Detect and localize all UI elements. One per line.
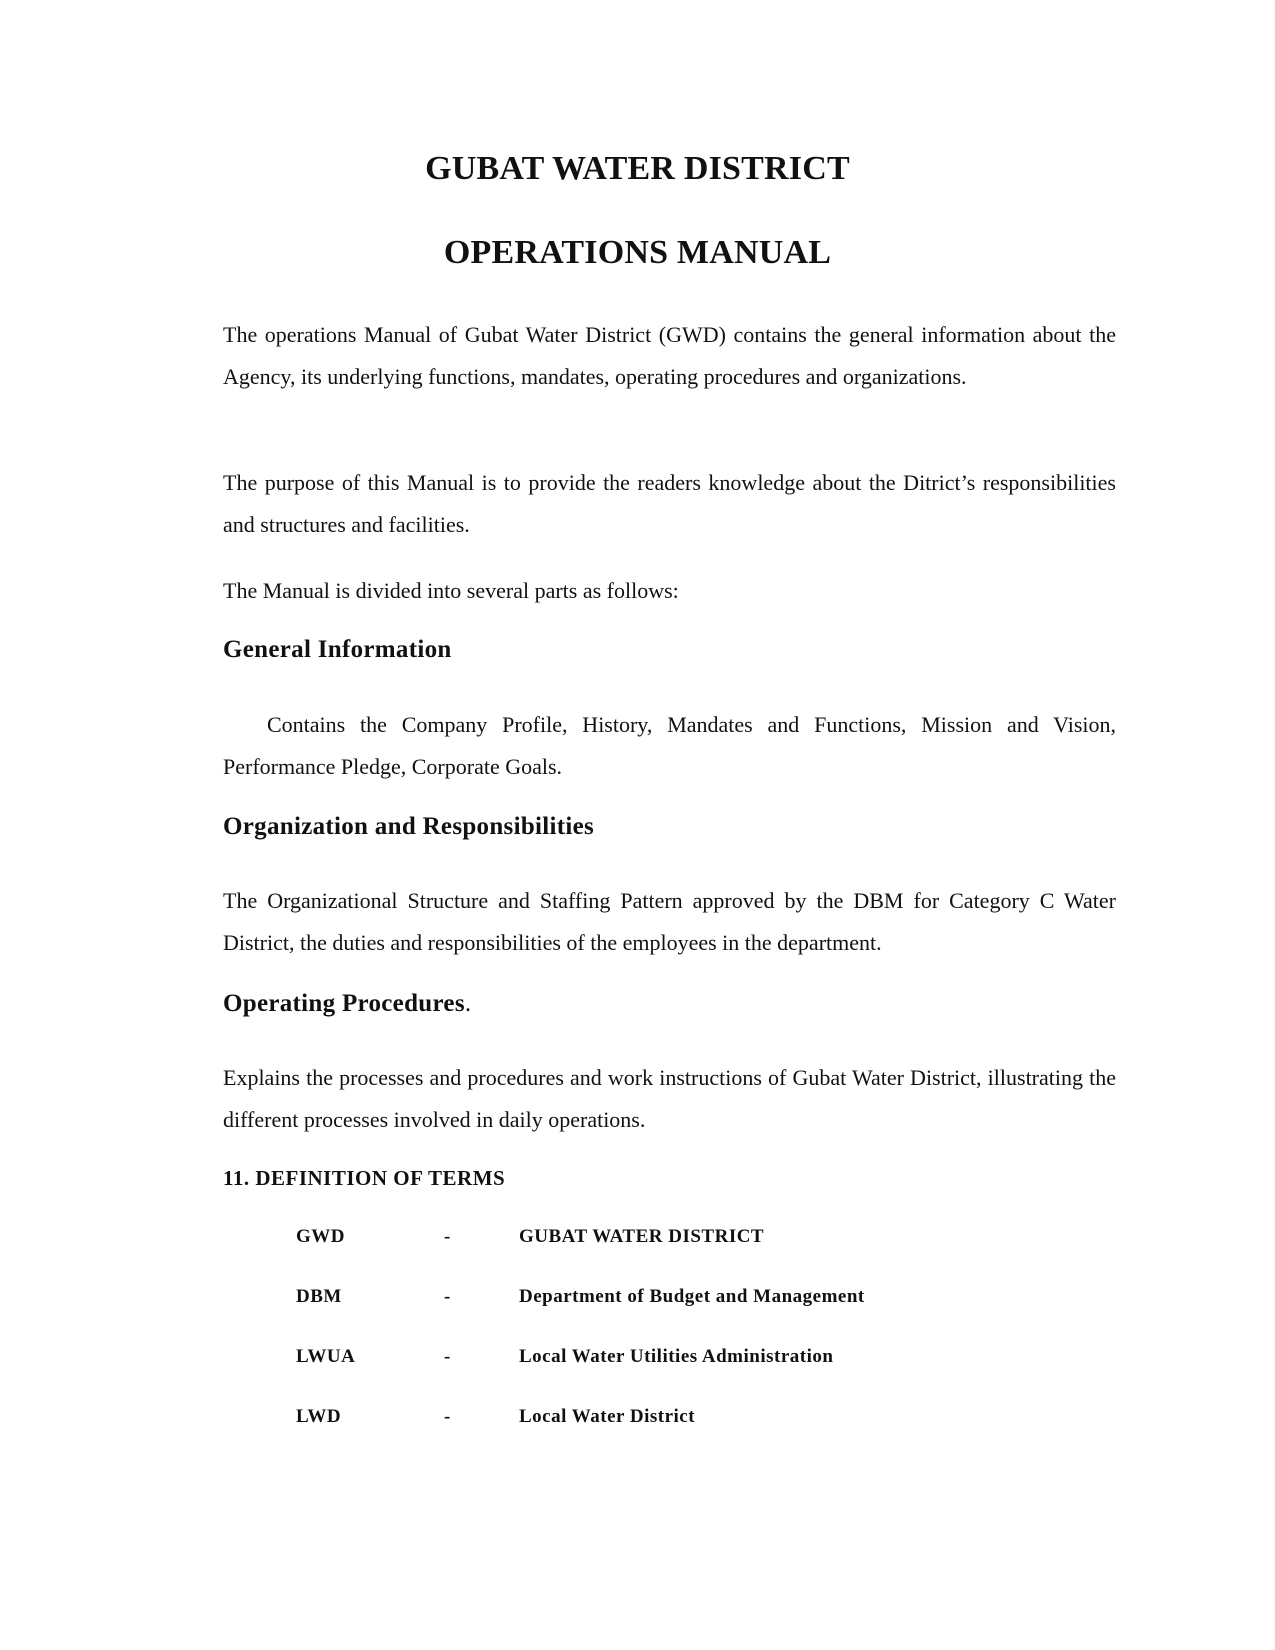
section-body-organization: The Organizational Structure and Staffing Pattern approved by the DBM for Category C Water District, the duties and responsibilities of the employees in the department. <box>223 888 1116 955</box>
definition-row <box>296 1406 1116 1466</box>
definition-row <box>296 1226 1116 1286</box>
term-separator: - <box>444 1406 451 1427</box>
section-body-general-information: Contains the Company Profile, History, Mandates and Functions, Mission and Vision, Performance Pledge, Corporate Goals. <box>223 712 1116 779</box>
section-heading-text: Organization and Responsibilities <box>223 813 595 840</box>
term-abbreviation: DBM <box>296 1286 342 1307</box>
term-definition: Local Water District <box>519 1406 696 1427</box>
intro-paragraph-2: The purpose of this Manual is to provide the readers knowledge about the Ditrict’s responsibilities and structures and facilities. <box>223 470 1116 537</box>
section-heading-general-information <box>223 636 452 664</box>
section-heading-text: Operating Procedures <box>223 990 465 1017</box>
term-separator: - <box>444 1286 451 1307</box>
section-heading-text: General Information <box>223 636 452 663</box>
document-subtitle: OPERATIONS MANUAL <box>443 234 832 271</box>
term-abbreviation: GWD <box>296 1226 345 1247</box>
definitions-list <box>296 1226 1116 1466</box>
term-abbreviation: LWUA <box>296 1346 356 1367</box>
section-heading-organization <box>223 813 594 841</box>
definition-row <box>296 1346 1116 1406</box>
term-definition: Department of Budget and Management <box>519 1286 865 1307</box>
document-title: GUBAT WATER DISTRICT <box>425 150 850 187</box>
section-heading-operating-procedures <box>223 990 471 1018</box>
definition-row <box>296 1286 1116 1346</box>
definitions-title: 11. DEFINITION OF TERMS <box>223 1166 506 1190</box>
term-separator: - <box>444 1346 451 1367</box>
term-definition: Local Water Utilities Administration <box>519 1346 834 1367</box>
term-separator: - <box>444 1226 451 1247</box>
term-abbreviation: LWD <box>296 1406 342 1427</box>
intro-paragraph-3: The Manual is divided into several parts as follows: <box>223 578 679 603</box>
intro-paragraph-1: The operations Manual of Gubat Water District (GWD) contains the general information about the Agency, its underlying functions, mandates, operating procedures and organizations. <box>223 322 1116 389</box>
section-heading-trail: . <box>464 990 472 1017</box>
term-definition: GUBAT WATER DISTRICT <box>519 1226 765 1247</box>
section-body-operating-procedures: Explains the processes and procedures and work instructions of Gubat Water District, illustrating the different processes involved in daily operations. <box>223 1065 1116 1132</box>
